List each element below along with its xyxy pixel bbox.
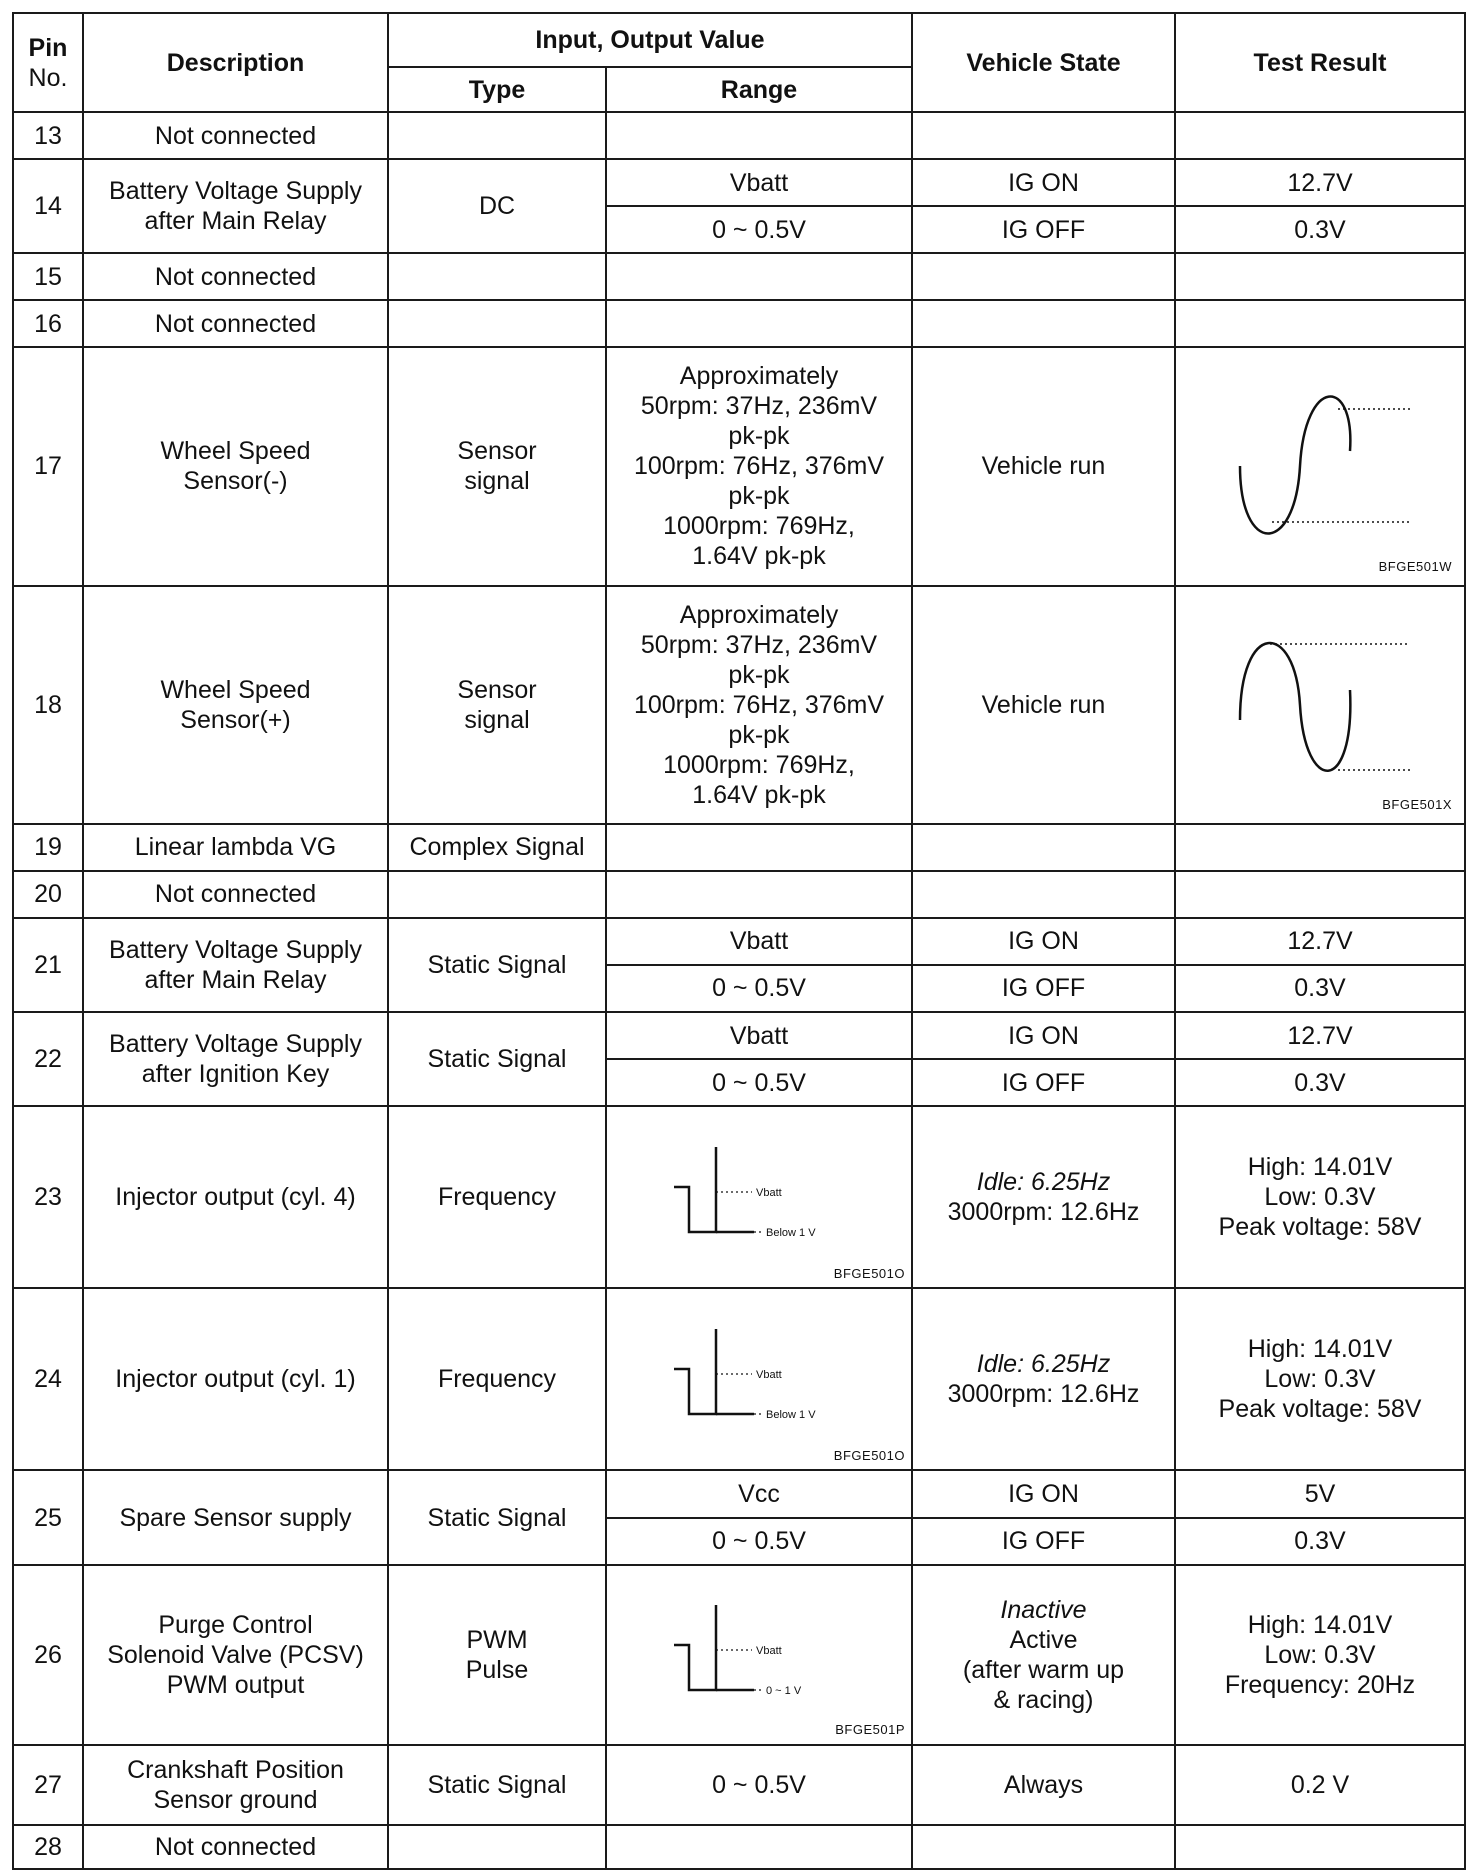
range-line: 100rpm: 76Hz, 376mV [633, 690, 885, 719]
header-description: Description [83, 13, 388, 112]
io-range [606, 1106, 912, 1288]
range-line: 100rpm: 76Hz, 376mV [633, 452, 885, 481]
vehicle-state: IG OFF [912, 965, 1175, 1012]
desc-line: after Ignition Key [141, 1060, 330, 1089]
test-result: 0.3V [1175, 965, 1465, 1012]
io-range [606, 300, 912, 347]
vehicle-state: Vehicle run [912, 586, 1175, 824]
test-result [1175, 824, 1465, 871]
desc-line: after Main Relay [144, 207, 327, 236]
io-range: 0 ~ 0.5V [606, 1518, 912, 1565]
io-type: DC [388, 159, 606, 253]
io-type: Complex Signal [388, 824, 606, 871]
result-line: Frequency: 20Hz [1224, 1670, 1416, 1699]
result-line: High: 14.01V [1247, 1335, 1393, 1364]
vehicle-state [912, 300, 1175, 347]
pin-description [83, 1012, 388, 1106]
type-line: Sensor [457, 675, 537, 704]
vbatt-label: Vbatt [756, 1369, 782, 1382]
vehicle-state: IG OFF [912, 1059, 1175, 1106]
figure-code: BFGE501W [1378, 558, 1452, 574]
table-row [13, 253, 1465, 300]
test-result: 0.3V [1175, 1518, 1465, 1565]
pin-number: 19 [13, 824, 83, 871]
vehicle-state: IG ON [912, 1470, 1175, 1517]
pin-description: Injector output (cyl. 4) [83, 1106, 388, 1288]
pin-number: 14 [13, 159, 83, 253]
range-line: 1000rpm: 769Hz, [663, 512, 855, 541]
io-type [388, 586, 606, 824]
vehicle-state: IG ON [912, 1012, 1175, 1059]
pulse-trace [674, 1605, 716, 1690]
io-range: Vbatt [606, 159, 912, 206]
figure-code: BFGE501O [833, 1447, 905, 1463]
io-range [606, 1565, 912, 1745]
header-vehicle-state: Vehicle State [912, 13, 1175, 112]
vbatt-label: Vbatt [756, 1187, 782, 1200]
pin-description: Injector output (cyl. 1) [83, 1288, 388, 1470]
result-line: High: 14.01V [1247, 1610, 1393, 1639]
range-line: 1.64V pk-pk [692, 542, 826, 571]
pin-number: 23 [13, 1106, 83, 1288]
pin-description: Not connected [83, 253, 388, 300]
desc-line: Sensor ground [153, 1785, 318, 1814]
table-row [13, 1565, 1465, 1745]
header-row-1 [13, 13, 1465, 67]
desc-line: Battery Voltage Supply [109, 935, 362, 964]
pin-number: 27 [13, 1745, 83, 1825]
header-test-result: Test Result [1175, 13, 1465, 112]
desc-line: Battery Voltage Supply [109, 177, 362, 206]
sine-waveform-figure [1220, 630, 1420, 780]
pin-number: 28 [13, 1825, 83, 1869]
pin-number: 18 [13, 586, 83, 824]
sine-wave-curve [1240, 397, 1350, 534]
pin-description [83, 1565, 388, 1745]
desc-line: Sensor(+) [180, 705, 291, 734]
pin-number: 22 [13, 1012, 83, 1106]
vehicle-state: IG ON [912, 918, 1175, 965]
result-line: Peak voltage: 58V [1218, 1213, 1422, 1242]
pin-description: Linear lambda VG [83, 824, 388, 871]
pin-number: 24 [13, 1288, 83, 1470]
vehicle-state: Always [912, 1745, 1175, 1825]
test-result [1175, 253, 1465, 300]
io-type [388, 300, 606, 347]
io-type [388, 1825, 606, 1869]
desc-line: Purge Control [158, 1610, 313, 1639]
test-result: 12.7V [1175, 1012, 1465, 1059]
test-result: 0.3V [1175, 206, 1465, 253]
io-type [388, 347, 606, 585]
io-range [606, 112, 912, 159]
io-range [606, 1288, 912, 1470]
pin-description: Spare Sensor supply [83, 1470, 388, 1564]
test-result [1175, 586, 1465, 824]
test-result [1175, 1565, 1465, 1745]
table-row [13, 918, 1465, 965]
range-line: pk-pk [728, 482, 790, 511]
pin-description: Not connected [83, 112, 388, 159]
test-result [1175, 1825, 1465, 1869]
below-1v-label: Below 1 V [766, 1409, 816, 1422]
state-line: Idle: 6.25Hz [976, 1168, 1111, 1197]
table-row [13, 159, 1465, 206]
vehicle-state: IG OFF [912, 1518, 1175, 1565]
type-line: signal [464, 705, 530, 734]
pin-number: 25 [13, 1470, 83, 1564]
desc-line: Wheel Speed [160, 437, 311, 466]
io-range [606, 253, 912, 300]
pin-number: 15 [13, 253, 83, 300]
io-range: 0 ~ 0.5V [606, 1745, 912, 1825]
io-type: Static Signal [388, 1012, 606, 1106]
table-row [13, 871, 1465, 918]
io-range: 0 ~ 0.5V [606, 206, 912, 253]
range-line: pk-pk [728, 422, 790, 451]
vbatt-label: Vbatt [756, 1644, 782, 1657]
result-line: High: 14.01V [1247, 1153, 1393, 1182]
vehicle-state: Vehicle run [912, 347, 1175, 585]
below-1v-label: Below 1 V [766, 1227, 816, 1240]
desc-line: Battery Voltage Supply [109, 1030, 362, 1059]
injector-waveform-figure [654, 1137, 864, 1257]
table-row [13, 112, 1465, 159]
io-range: Vbatt [606, 1012, 912, 1059]
type-line: Sensor [457, 437, 537, 466]
range-line: Approximately [679, 362, 839, 391]
figure-code: BFGE501X [1382, 797, 1452, 813]
desc-line: Crankshaft Position [127, 1755, 344, 1784]
range-line: pk-pk [728, 660, 790, 689]
pin-number: 17 [13, 347, 83, 585]
pwm-waveform-figure [654, 1595, 864, 1715]
io-range: 0 ~ 0.5V [606, 1059, 912, 1106]
pin-number: 16 [13, 300, 83, 347]
pin-table-page [12, 12, 1464, 1870]
result-line: Peak voltage: 58V [1218, 1395, 1422, 1424]
io-type [388, 253, 606, 300]
result-line: Low: 0.3V [1264, 1640, 1376, 1669]
header-range: Range [606, 67, 912, 112]
table-row [13, 1825, 1465, 1869]
table-row [13, 1745, 1465, 1825]
vehicle-state [912, 871, 1175, 918]
test-result [1175, 871, 1465, 918]
pulse-trace [674, 1147, 716, 1232]
test-result [1175, 1288, 1465, 1470]
io-range [606, 871, 912, 918]
pin-description: Not connected [83, 300, 388, 347]
header-no-label: No. [28, 63, 68, 92]
type-line: Pulse [465, 1655, 529, 1684]
table-row [13, 586, 1465, 824]
table-row [13, 824, 1465, 871]
ecm-pin-table [12, 12, 1466, 1870]
io-range: Vbatt [606, 918, 912, 965]
range-line: pk-pk [728, 720, 790, 749]
pin-number: 13 [13, 112, 83, 159]
table-row [13, 1012, 1465, 1059]
table-row [13, 1288, 1465, 1470]
type-line: PWM [466, 1625, 528, 1654]
desc-line: Sensor(-) [183, 467, 288, 496]
io-range [606, 586, 912, 824]
io-type [388, 112, 606, 159]
desc-line: after Main Relay [144, 965, 327, 994]
test-result [1175, 300, 1465, 347]
test-result: 5V [1175, 1470, 1465, 1517]
test-result [1175, 1106, 1465, 1288]
io-type: Frequency [388, 1106, 606, 1288]
io-type: Static Signal [388, 1470, 606, 1564]
io-type [388, 871, 606, 918]
io-range [606, 1825, 912, 1869]
io-type: Frequency [388, 1288, 606, 1470]
header-type: Type [388, 67, 606, 112]
test-result [1175, 112, 1465, 159]
vehicle-state [912, 1288, 1175, 1470]
range-line: 1000rpm: 769Hz, [663, 750, 855, 779]
io-range [606, 824, 912, 871]
range-line: 1.64V pk-pk [692, 780, 826, 809]
pin-description [83, 1745, 388, 1825]
pin-number: 20 [13, 871, 83, 918]
desc-line: PWM output [166, 1670, 305, 1699]
state-line: Active [1009, 1625, 1078, 1654]
injector-waveform-figure [654, 1319, 864, 1439]
pin-number: 26 [13, 1565, 83, 1745]
header-pin-no [13, 13, 83, 112]
io-type: Static Signal [388, 918, 606, 1012]
io-range: 0 ~ 0.5V [606, 965, 912, 1012]
sine-wave-curve [1240, 643, 1350, 771]
vehicle-state [912, 1825, 1175, 1869]
pin-description: Not connected [83, 1825, 388, 1869]
test-result: 12.7V [1175, 159, 1465, 206]
pin-description [83, 918, 388, 1012]
range-line: 50rpm: 37Hz, 236mV [640, 392, 878, 421]
pin-description: Not connected [83, 871, 388, 918]
state-line: Inactive [1000, 1595, 1087, 1624]
vehicle-state [912, 1106, 1175, 1288]
table-row [13, 1106, 1465, 1288]
result-line: Low: 0.3V [1264, 1365, 1376, 1394]
pulse-trace [674, 1329, 716, 1414]
zero-to-1v-label: 0 ~ 1 V [766, 1684, 802, 1697]
state-line: Idle: 6.25Hz [976, 1350, 1111, 1379]
vehicle-state [912, 112, 1175, 159]
range-line: 50rpm: 37Hz, 236mV [640, 630, 878, 659]
test-result: 0.3V [1175, 1059, 1465, 1106]
test-result: 12.7V [1175, 918, 1465, 965]
table-row [13, 347, 1465, 585]
table-row [13, 1470, 1465, 1517]
io-type [388, 1565, 606, 1745]
table-row [13, 300, 1465, 347]
io-range [606, 347, 912, 585]
io-range: Vcc [606, 1470, 912, 1517]
figure-code: BFGE501P [835, 1722, 905, 1738]
io-type: Static Signal [388, 1745, 606, 1825]
pin-description [83, 159, 388, 253]
vehicle-state [912, 1565, 1175, 1745]
pin-description [83, 586, 388, 824]
state-line: 3000rpm: 12.6Hz [947, 1380, 1140, 1409]
pin-number: 21 [13, 918, 83, 1012]
desc-line: Solenoid Valve (PCSV) [107, 1640, 364, 1669]
vehicle-state: IG OFF [912, 206, 1175, 253]
header-io-value: Input, Output Value [388, 13, 912, 67]
desc-line: Wheel Speed [160, 675, 311, 704]
sine-waveform-figure [1220, 391, 1420, 541]
test-result [1175, 347, 1465, 585]
vehicle-state: IG ON [912, 159, 1175, 206]
test-result: 0.2 V [1175, 1745, 1465, 1825]
vehicle-state [912, 824, 1175, 871]
pin-description [83, 347, 388, 585]
figure-code: BFGE501O [833, 1265, 905, 1281]
header-pin-label: Pin [28, 33, 68, 62]
type-line: signal [464, 467, 530, 496]
vehicle-state [912, 253, 1175, 300]
state-line: (after warm up [962, 1655, 1125, 1684]
range-line: Approximately [679, 600, 839, 629]
result-line: Low: 0.3V [1264, 1183, 1376, 1212]
state-line: 3000rpm: 12.6Hz [947, 1198, 1140, 1227]
state-line: & racing) [993, 1685, 1094, 1714]
